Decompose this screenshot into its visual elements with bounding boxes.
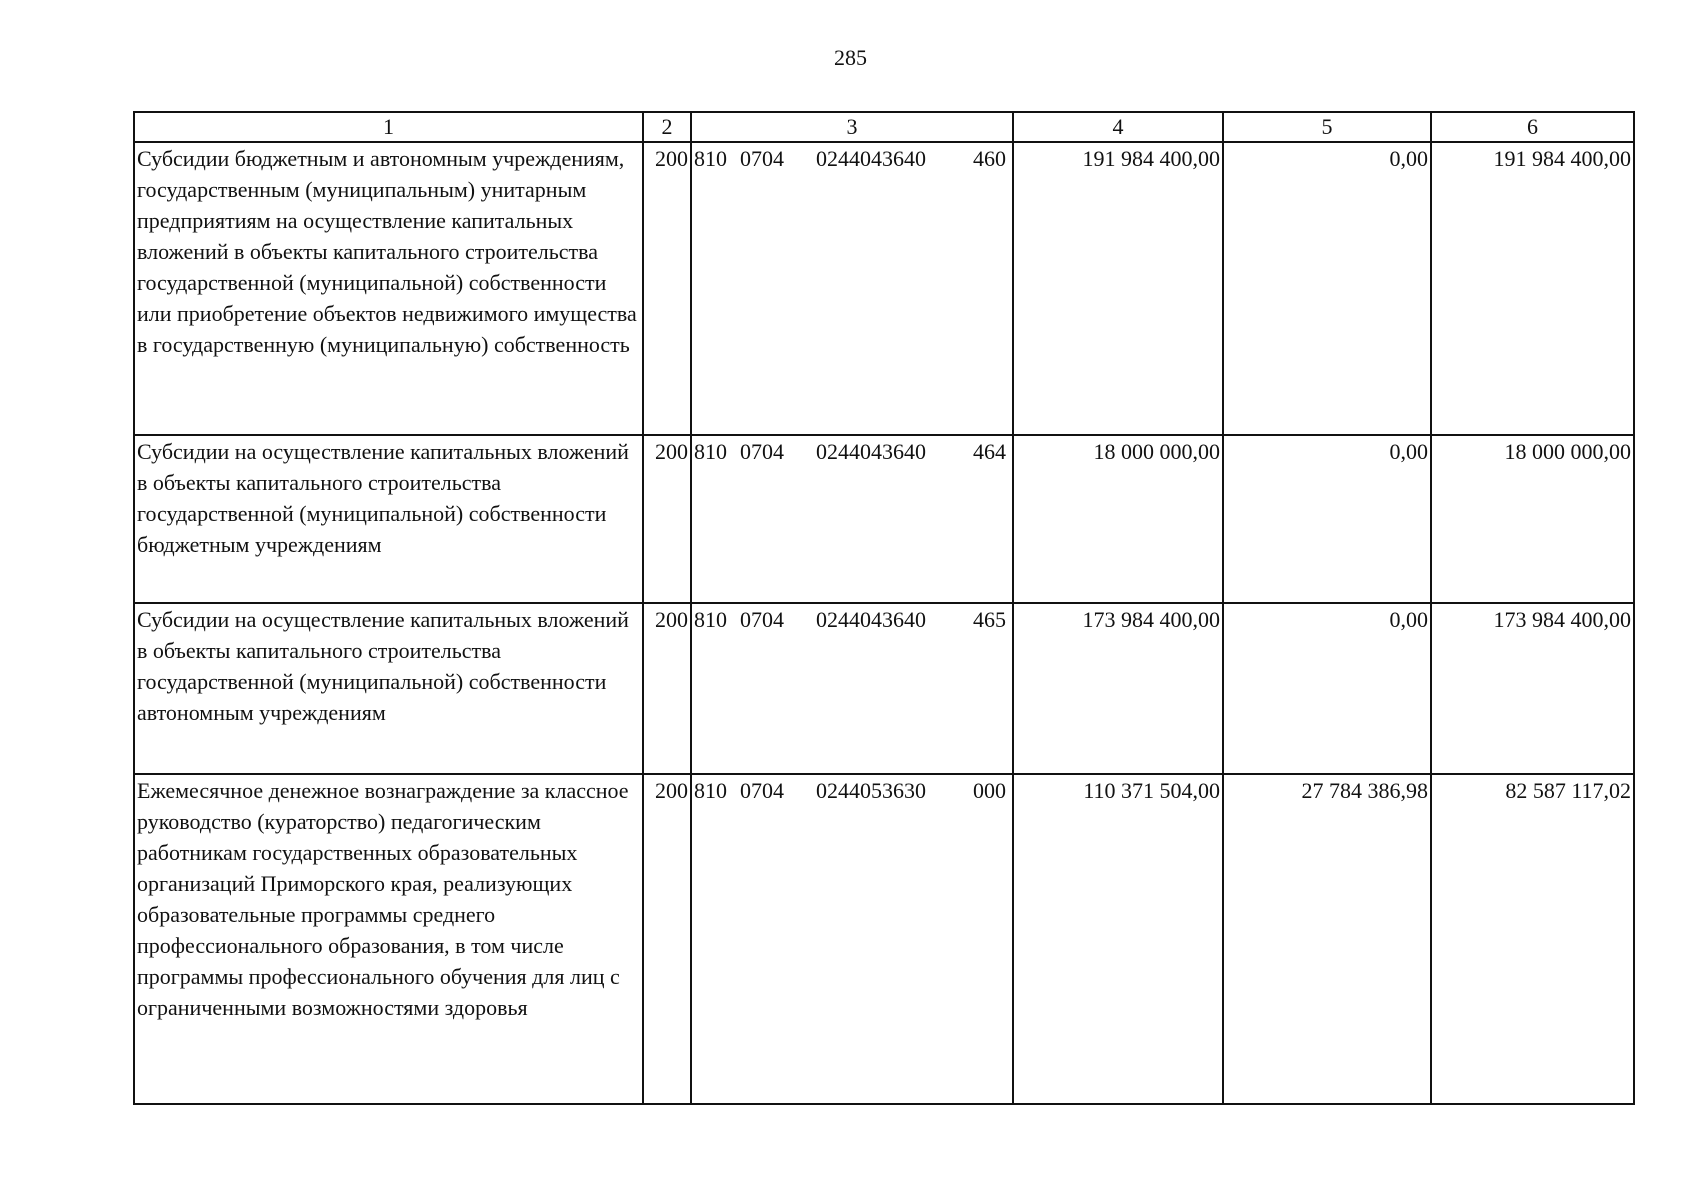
podrazdel-code: 0704 (740, 778, 784, 803)
razdel-code: 810 (694, 146, 727, 171)
classification-code (691, 435, 1013, 603)
row-description: Субсидии на осуществление капитальных вложений в объекты капитального строительства государственной (муниципальной) собственности автономным учреждениям (134, 603, 643, 774)
amount-col5: 0,00 (1223, 603, 1431, 774)
expense-type-code: 000 (973, 778, 1006, 803)
classification-code (691, 774, 1013, 1104)
budget-table (133, 111, 1635, 1105)
podrazdel-code: 0704 (740, 146, 784, 171)
amount-col6: 18 000 000,00 (1431, 435, 1634, 603)
classification-code (691, 142, 1013, 435)
column-header: 2 (643, 112, 691, 142)
podrazdel-code: 0704 (740, 607, 784, 632)
table-row (134, 603, 1634, 774)
table-row (134, 774, 1634, 1104)
podrazdel-code: 0704 (740, 439, 784, 464)
expense-type-code: 464 (973, 439, 1006, 464)
amount-col5: 0,00 (1223, 142, 1431, 435)
razdel-code: 810 (694, 439, 727, 464)
amount-col4: 18 000 000,00 (1013, 435, 1223, 603)
amount-col4: 110 371 504,00 (1013, 774, 1223, 1104)
target-article-code: 0244043640 (816, 439, 926, 464)
grbs-code: 200 (643, 603, 691, 774)
razdel-code: 810 (694, 607, 727, 632)
amount-col6: 173 984 400,00 (1431, 603, 1634, 774)
column-header: 6 (1431, 112, 1634, 142)
grbs-code: 200 (643, 142, 691, 435)
classification-code (691, 603, 1013, 774)
table-header-row (134, 112, 1634, 142)
expense-type-code: 465 (973, 607, 1006, 632)
column-header: 3 (691, 112, 1013, 142)
row-description: Субсидии на осуществление капитальных вложений в объекты капитального строительства государственной (муниципальной) собственности бюджетным учреждениям (134, 435, 643, 603)
grbs-code: 200 (643, 435, 691, 603)
amount-col6: 82 587 117,02 (1431, 774, 1634, 1104)
target-article-code: 0244043640 (816, 607, 926, 632)
grbs-code: 200 (643, 774, 691, 1104)
page-number: 285 (834, 45, 867, 70)
razdel-code: 810 (694, 778, 727, 803)
target-article-code: 0244043640 (816, 146, 926, 171)
amount-col5: 27 784 386,98 (1223, 774, 1431, 1104)
column-header: 4 (1013, 112, 1223, 142)
expense-type-code: 460 (973, 146, 1006, 171)
amount-col5: 0,00 (1223, 435, 1431, 603)
amount-col6: 191 984 400,00 (1431, 142, 1634, 435)
row-description: Ежемесячное денежное вознаграждение за классное руководство (кураторство) педагогическим работникам государственных образовательных организаций Приморского края, реализующих образовательные программы среднего профессионального образования, в том числе программы профессионального обучения для лиц с ограниченными возможностями здоровья (134, 774, 643, 1104)
amount-col4: 173 984 400,00 (1013, 603, 1223, 774)
row-description: Субсидии бюджетным и автономным учреждениям, государственным (муниципальным) унитарным предприятиям на осуществление капитальных вложений в объекты капитального строительства государственной (муниципальной) собственности или приобретение объектов недвижимого имущества в государственную (муниципальную) собственность (134, 142, 643, 435)
table-row (134, 435, 1634, 603)
column-header: 1 (134, 112, 643, 142)
column-header: 5 (1223, 112, 1431, 142)
target-article-code: 0244053630 (816, 778, 926, 803)
table-row (134, 142, 1634, 435)
amount-col4: 191 984 400,00 (1013, 142, 1223, 435)
